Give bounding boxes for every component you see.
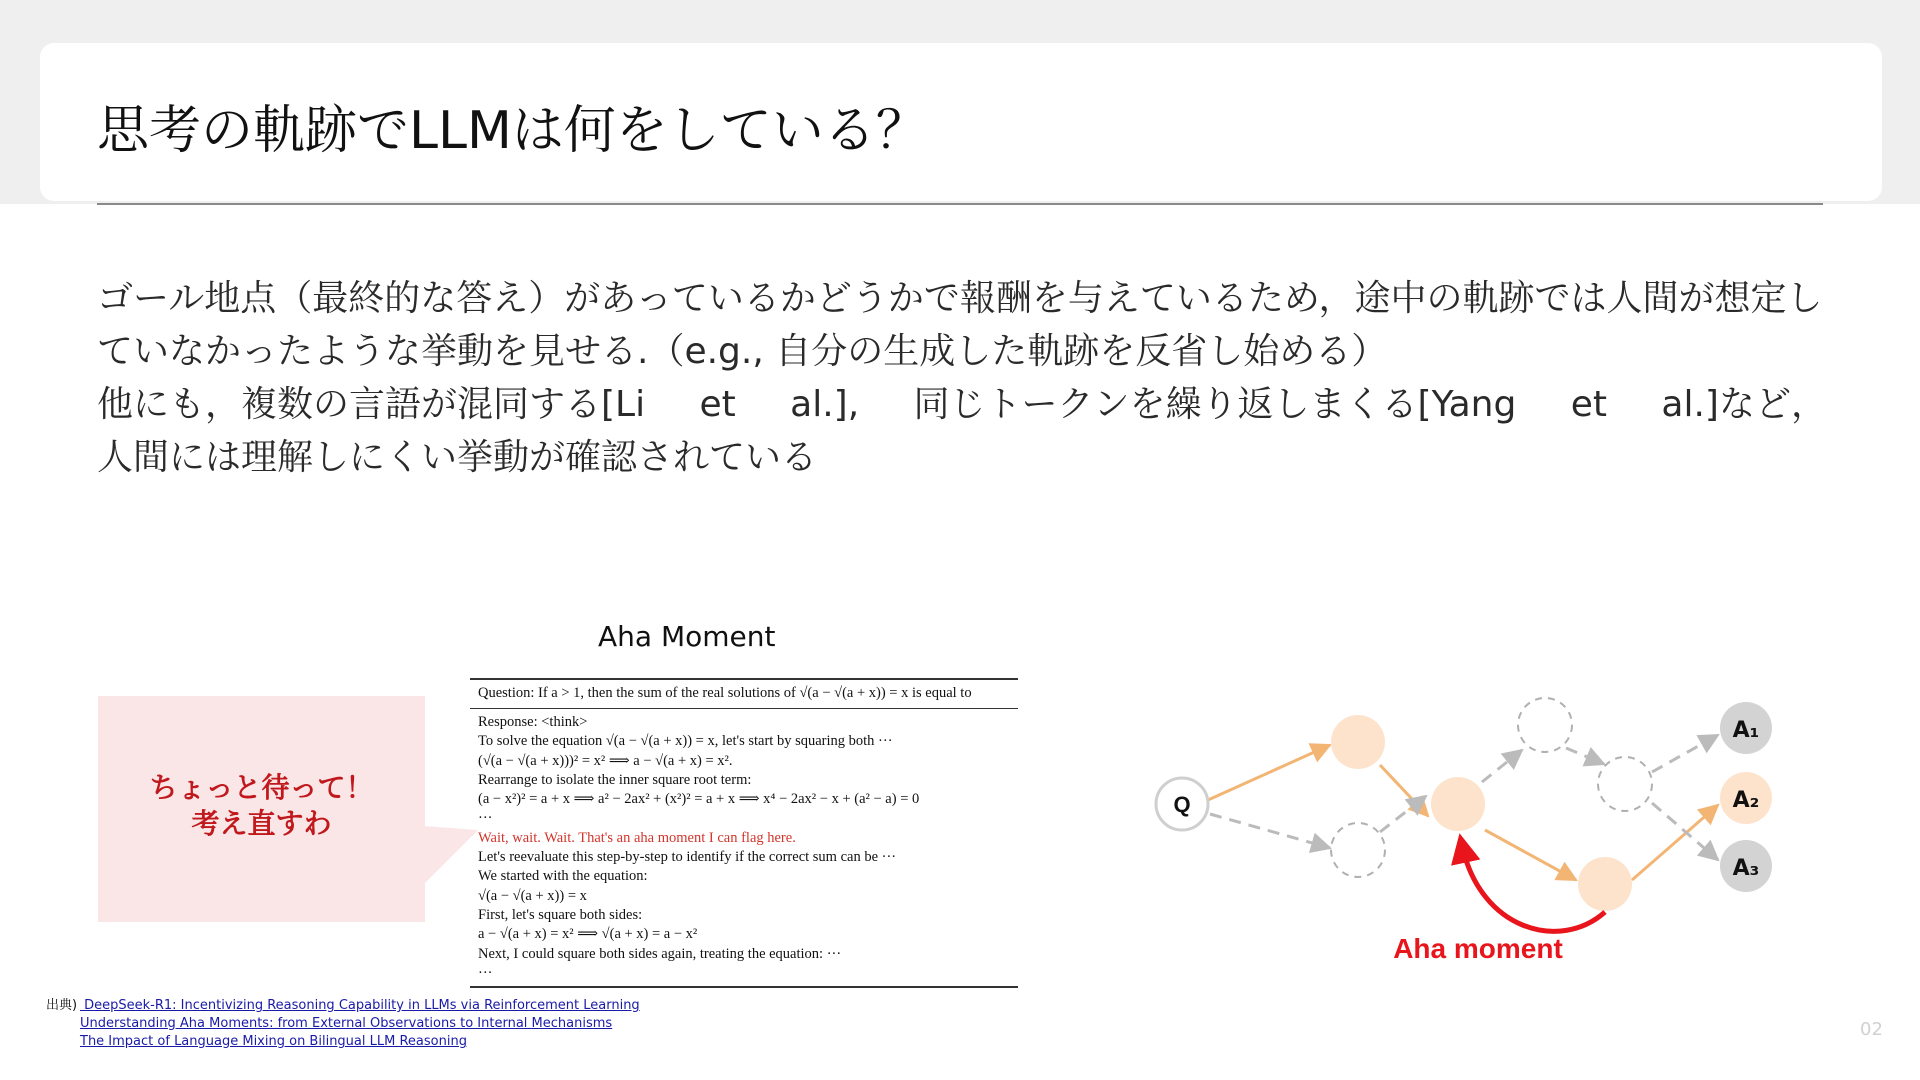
paper-excerpt: [470, 678, 1018, 988]
response-line: ···: [478, 964, 493, 981]
source-row: [46, 1015, 640, 1033]
body-line-3-word: et: [1570, 384, 1608, 425]
answer-label-1: A₁: [1732, 718, 1760, 743]
node-step-rejected: [1331, 823, 1385, 877]
edge-n1-n3: [1380, 765, 1428, 816]
aha-moment-label: Aha moment: [1393, 933, 1563, 964]
title-divider: [97, 203, 1823, 205]
node-step-rejected: [1518, 698, 1572, 752]
node-step: [1578, 857, 1632, 911]
answer-label-3: A₃: [1732, 856, 1760, 881]
slide-title: 思考の軌跡でLLMは何をしている？: [97, 101, 928, 161]
response-lines: [470, 713, 1018, 983]
response-line: a − √(a + x) = x² ⟹ √(a + x) = a − x²: [478, 926, 698, 943]
response-line: First, let's square both sides:: [478, 906, 643, 923]
bottom-rule: [470, 986, 1018, 988]
sources-label: 出典): [46, 998, 78, 1013]
aha-highlight-line: Wait, wait. Wait. That's an aha moment I can flag here.: [478, 829, 796, 846]
response-line: Response: <think>: [478, 714, 588, 730]
question-line: Question: If a > 1, then the sum of the real solutions of √(a − √(a + x)) = x is equal to: [478, 684, 972, 701]
response-line: Rearrange to isolate the inner square root term:: [478, 771, 752, 788]
body-line-3-word: al.]など，: [1661, 384, 1827, 425]
response-line: √(a − √(a + x)) = x: [478, 887, 587, 904]
node-step-rejected: [1598, 757, 1652, 811]
aha-moment-heading: Aha Moment: [598, 620, 776, 653]
source-row: [46, 997, 640, 1015]
page-number: 02: [1860, 1019, 1883, 1040]
callout-text: [98, 770, 425, 842]
response-line: ···: [478, 810, 493, 827]
body-line-3: [97, 378, 1827, 431]
response-line: Let's reevaluate this step-by-step to identify if the correct sum can be ···: [478, 849, 897, 866]
edge-n6-a3: [1652, 803, 1718, 860]
body-line-3-word: et: [699, 384, 736, 425]
edge-q-n1: [1208, 745, 1330, 800]
edge-n3-n5: [1482, 750, 1522, 782]
response-line: (√(a − √(a + x)))² = x² ⟹ a − √(a + x) = x².: [478, 752, 733, 769]
node-q-label: Q: [1173, 792, 1191, 817]
response-line: Next, I could square both sides again, treating the equation: ···: [478, 945, 842, 962]
body-line-3-word: al.],: [790, 384, 860, 425]
edge-n5-n6: [1566, 748, 1604, 764]
edge-n2-n3: [1380, 796, 1426, 832]
sources: [46, 997, 640, 1051]
edge-n6-a1: [1652, 735, 1718, 772]
response-line: We started with the equation:: [478, 868, 648, 885]
callout-line-1: ちょっと待って！: [149, 771, 374, 804]
response-line: (a − x²)² = a + x ⟹ a² − 2ax² + (x²)² = a + x ⟹ x⁴ − 2ax² − x + (a² − a) = 0: [478, 791, 920, 808]
callout-line-2: 考え直すわ: [191, 807, 332, 840]
node-step: [1431, 777, 1485, 831]
source-link[interactable]: The Impact of Language Mixing on Bilingual LLM Reasoning: [80, 1034, 467, 1049]
edge-n3-n4: [1485, 830, 1576, 880]
reasoning-diagram: [1140, 690, 1820, 980]
edge-n4-a2: [1632, 805, 1718, 880]
response-line: To solve the equation √(a − √(a + x)) = x, let's start by squaring both ···: [478, 733, 893, 750]
source-link[interactable]: DeepSeek-R1: Incentivizing Reasoning Capability in LLMs via Reinforcement Learning: [80, 998, 640, 1013]
source-row: [46, 1033, 640, 1051]
answer-label-2: A₂: [1732, 788, 1760, 813]
source-link[interactable]: Understanding Aha Moments: from External Observations to Internal Mechanisms: [80, 1016, 613, 1031]
edge-q-n2: [1210, 814, 1330, 848]
question-rule: [470, 708, 1018, 710]
node-step: [1331, 715, 1385, 769]
body-line-4: 人間には理解しにくい挙動が確認されている: [97, 437, 818, 478]
body-line-2: ていなかったような挙動を見せる.（e.g., 自分の生成した軌跡を反省し始める）: [97, 331, 1388, 372]
body-text: [97, 272, 1827, 484]
body-line-3-word: 同じトークンを繰り返しまくる[Yang: [913, 384, 1517, 425]
body-line-3-word: 他にも，複数の言語が混同する[Li: [97, 384, 646, 425]
body-line-1: ゴール地点（最終的な答え）があっているかどうかで報酬を与えているため，途中の軌跡では人間が想定し: [97, 278, 1823, 319]
